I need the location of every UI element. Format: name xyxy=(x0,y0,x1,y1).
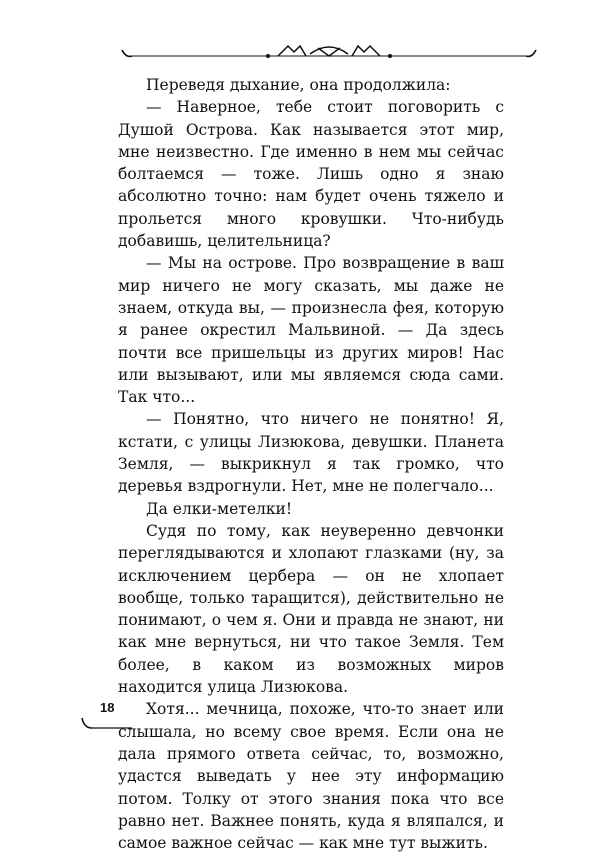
paragraph-2: — Наверное, тебе стоит поговорить с Душой Острова. Как называется этот мир, мне неизвестно. Где именно в нем мы сейчас болтаемся — тоже. Лишь одно я знаю абсолютно точно: нам будет очень тяжело и прольется много кровушки. Что-нибудь добавишь, целительница? xyxy=(118,98,504,251)
header-ornament xyxy=(118,38,540,64)
paragraph-4: — Понятно, что ничего не понятно! Я, кстати, с улицы Лизюкова, девушки. Планета Земля, — выкрикнул я так громко, что деревья вздрогнули. Нет, мне не полегчало... xyxy=(118,410,504,496)
paragraph-1: Переведя дыхание, она продолжила: xyxy=(146,76,451,94)
footer-ornament xyxy=(80,714,140,734)
paragraph-6: Судя по тому, как неуверенно девчонки переглядываются и хлопают глазками (ну, за исключением цербера — он не хлопает вообще, только таращится), действительно не понимают, о чем я. Они и правда не знают, ни как мне вернуться, ни что такое Земля. Тем более, в каком из возможных миров находится улица Лизюкова. xyxy=(118,521,504,697)
paragraph-3: — Мы на острове. Про возвращение в ваш мир ничего не могу сказать, мы даже не знаем, откуда вы, — произнесла фея, которую я ранее окрестил Мальвиной. — Да здесь почти все пришельцы из других миров! Нас или вызывают, или мы являемся сюда сами. Так что... xyxy=(118,254,504,407)
page-number: 18 xyxy=(100,700,115,715)
body-text xyxy=(118,74,504,854)
page-footer xyxy=(80,700,160,740)
paragraph-7: Хотя... мечница, похоже, что-то знает или слышала, но всему свое время. Если она не дала прямого ответа сейчас, то, возможно, удастся выведать у нее эту информацию потом. Толку от этого знания пока что все равно нет. Важнее понять, куда я вляпался, и самое важное сейчас — как мне тут выжить. xyxy=(118,700,504,853)
paragraph-5: Да елки-метелки! xyxy=(146,499,293,518)
